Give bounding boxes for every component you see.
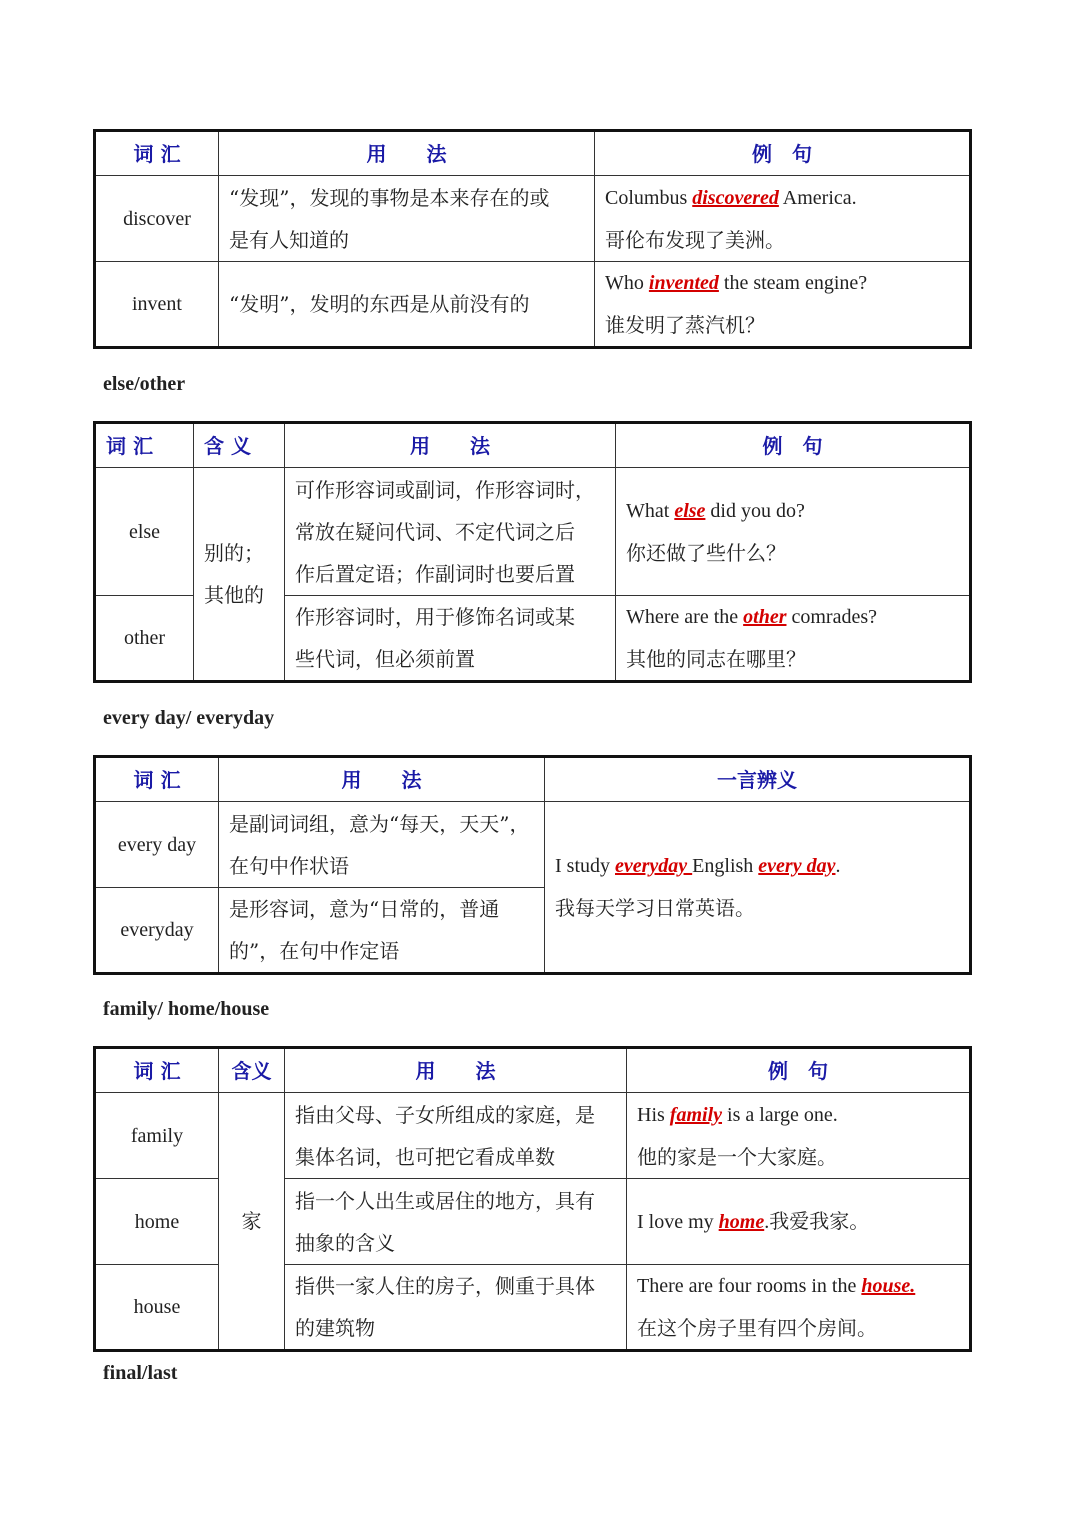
example-cn: 哥伦布发现了美洲。: [605, 227, 785, 252]
meaning-line: 别的；: [204, 541, 264, 565]
family-home-house-table: [93, 1046, 972, 1352]
header-word: 词 汇: [95, 131, 219, 176]
usage-cell: [219, 176, 595, 262]
example-cell: [595, 262, 971, 348]
word-cell: family: [95, 1093, 219, 1179]
word-cell: invent: [95, 262, 219, 348]
highlight-word: home: [718, 1210, 765, 1233]
example-cn: 在这个房子里有四个房间。: [637, 1316, 877, 1340]
header-row: [95, 423, 971, 468]
usage-line: 指一个人出生或居住的地方，具有: [295, 1188, 595, 1213]
example-cn: 我每天学习日常英语。: [555, 896, 755, 920]
section-heading-every-day: every day/ everyday: [103, 707, 275, 729]
usage-line: 可作形容词或副词，作形容词时，: [295, 477, 595, 502]
usage-line: 的”，在句中作定语: [229, 939, 400, 963]
example-en: His family is a large one.: [637, 1103, 838, 1126]
header-example: 例 句: [627, 1048, 971, 1093]
header-usage: 用 法: [219, 757, 545, 802]
usage-cell: [219, 262, 595, 348]
table-row: [95, 468, 971, 596]
example-cell: [627, 1093, 971, 1179]
header-row: [95, 131, 971, 176]
usage-cell: [285, 596, 616, 682]
example-cell: [627, 1265, 971, 1351]
header-usage: 用 法: [285, 1048, 627, 1093]
word-cell: every day: [95, 802, 219, 888]
table-row: [95, 1093, 971, 1179]
usage-cell: [285, 1179, 627, 1265]
meaning-cell: [194, 468, 285, 682]
highlight-word: every day: [758, 855, 836, 877]
usage-line: 是有人知道的: [229, 227, 349, 252]
word-cell: other: [95, 596, 194, 682]
header-row: [95, 1048, 971, 1093]
header-distinction: 一言辨义: [545, 757, 971, 802]
example-en: There are four rooms in the house.: [637, 1275, 916, 1297]
example-en: Who invented the steam engine?: [605, 272, 868, 294]
word-cell: everyday: [95, 888, 219, 974]
highlight-word: else: [674, 499, 706, 522]
example-cn: 谁发明了蒸汽机？: [605, 313, 765, 337]
usage-cell: [219, 888, 545, 974]
header-row: [95, 757, 971, 802]
usage-cell: [219, 802, 545, 888]
usage-line: 作形容词时，用于修饰名词或某: [295, 605, 575, 629]
header-usage: 用 法: [219, 131, 595, 176]
else-other-table: [93, 421, 972, 683]
header-meaning: 含义: [219, 1048, 285, 1093]
usage-line: 抽象的含义: [295, 1230, 395, 1255]
meaning-cell: 家: [219, 1093, 285, 1351]
usage-line: 集体名词，也可把它看成单数: [295, 1144, 555, 1169]
usage-line: 的建筑物: [295, 1316, 375, 1340]
usage-line: 是形容词，意为“日常的，普通: [229, 897, 500, 921]
highlight-word: invented: [648, 272, 719, 294]
header-word: 词 汇: [95, 423, 194, 468]
table-row: [95, 176, 971, 262]
highlight-word: family: [669, 1103, 723, 1126]
section-heading-family-home-house: family/ home/house: [103, 998, 270, 1020]
usage-line: 作后置定语；作副词时也要后置: [295, 561, 575, 586]
header-word: 词 汇: [95, 757, 219, 802]
section-heading-else-other: else/other: [103, 373, 186, 395]
highlight-word: discovered: [692, 186, 779, 209]
header-meaning: 含 义: [194, 423, 285, 468]
usage-line: 常放在疑问代词、不定代词之后: [295, 519, 575, 544]
usage-line: “发明”，发明的东西是从前没有的: [229, 292, 530, 316]
table-row: [95, 802, 971, 888]
usage-line: 指供一家人住的房子，侧重于具体: [295, 1274, 595, 1298]
example-en: I study everyday English every day.: [555, 855, 841, 877]
usage-line: 指由父母、子女所组成的家庭，是: [295, 1102, 595, 1127]
example-cell: [616, 596, 971, 682]
usage-line: 是副词词组，意为“每天，天天”，: [229, 811, 530, 836]
example-en: Columbus discovered America.: [605, 186, 857, 209]
discover-invent-table: [93, 129, 972, 349]
example-cell: [595, 176, 971, 262]
example-en: I love my home.我爱我家。: [637, 1210, 870, 1233]
section-heading-final-last: final/last: [103, 1362, 178, 1384]
example-en: Where are the other comrades?: [626, 606, 877, 628]
highlight-word: other: [743, 606, 787, 628]
usage-cell: [285, 468, 616, 596]
example-cell: [616, 468, 971, 596]
usage-cell: [285, 1093, 627, 1179]
usage-cell: [285, 1265, 627, 1351]
example-cn: 你还做了些什么？: [626, 540, 786, 565]
example-cn: 他的家是一个大家庭。: [637, 1144, 837, 1169]
usage-line: “发现”，发现的事物是本来存在的或: [229, 185, 550, 210]
word-cell: else: [95, 468, 194, 596]
header-example: 例 句: [616, 423, 971, 468]
highlight-word: everyday: [615, 855, 693, 877]
usage-line: 些代词，但必须前置: [295, 647, 475, 671]
table-row: [95, 262, 971, 348]
word-cell: home: [95, 1179, 219, 1265]
highlight-word: house.: [861, 1275, 916, 1297]
meaning-line: 其他的: [204, 583, 264, 607]
example-cn: 其他的同志在哪里？: [626, 647, 806, 671]
word-cell: discover: [95, 176, 219, 262]
header-usage: 用 法: [285, 423, 616, 468]
example-cell: [545, 802, 971, 974]
example-cell: [627, 1179, 971, 1265]
every-day-table: [93, 755, 972, 975]
word-cell: house: [95, 1265, 219, 1351]
header-example: 例 句: [595, 131, 971, 176]
usage-line: 在句中作状语: [229, 853, 349, 878]
example-en: What else did you do?: [626, 499, 805, 522]
header-word: 词 汇: [95, 1048, 219, 1093]
